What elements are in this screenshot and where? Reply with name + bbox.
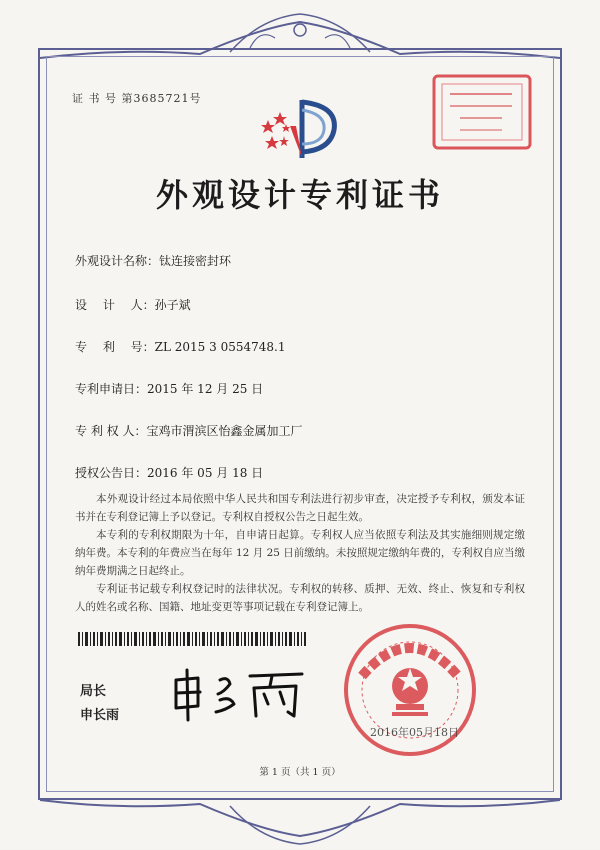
field-value: ZL 2015 3 0554748.1 [154, 340, 286, 354]
field-label: 专利申请日： [75, 382, 148, 396]
body-paragraph: 本外观设计经过本局依照中华人民共和国专利法进行初步审查，决定授予专利权，颁发本证书并在专利登记簿上予以登记。专利权自授权公告之日起生效。 [75, 493, 525, 523]
body-paragraph: 本专利的专利权期限为十年，自申请日起算。专利权人应当依照专利法及其实施细则规定缴纳年费。本专利的年费应当在每年 12 月 25 日前缴纳。未按照规定缴纳年费的，专利权自应当缴纳年费期满之日起终止。 [75, 529, 525, 577]
field-design-name [75, 252, 231, 269]
field-label: 专 利 号： [75, 340, 155, 354]
page-title: 外观设计专利证书 [155, 176, 444, 214]
field-publication-date [75, 464, 263, 481]
barcode [78, 632, 306, 646]
field-value: 钛连接密封环 [159, 254, 232, 268]
seal-date: 2016年05月18日 [370, 726, 459, 739]
field-value: 宝鸡市渭滨区怡鑫金属加工厂 [146, 424, 303, 438]
handwritten-signature [168, 666, 308, 722]
field-patentee [75, 422, 302, 439]
field-value: 孙子斌 [154, 298, 191, 312]
field-label: 设 计 人： [75, 298, 155, 312]
field-application-date [75, 380, 263, 397]
top-right-stamp [426, 70, 536, 154]
field-value: 2015 年 12 月 25 日 [147, 382, 264, 396]
chief-title: 局长 [80, 684, 107, 699]
field-label: 专 利 权 人： [75, 424, 147, 438]
patent-office-logo [250, 92, 350, 164]
field-value: 2016 年 05 月 18 日 [147, 466, 264, 480]
page-number: 第 1 页（共 1 页） [259, 767, 341, 778]
certificate-number: 证 书 号 第3685721号 [72, 92, 202, 105]
bottom-ornament [0, 790, 600, 850]
field-label: 外观设计名称： [75, 254, 160, 268]
body-paragraph: 专利证书记载专利权登记时的法律状况。专利权的转移、质押、无效、终止、恢复和专利权人的姓名或名称、国籍、地址变更等事项记载在专利登记簿上。 [75, 583, 525, 613]
certificate-body [75, 490, 525, 616]
field-patent-number [75, 338, 285, 355]
chief-name: 申长雨 [80, 708, 120, 723]
field-designer [75, 296, 191, 313]
field-label: 授权公告日： [75, 466, 148, 480]
